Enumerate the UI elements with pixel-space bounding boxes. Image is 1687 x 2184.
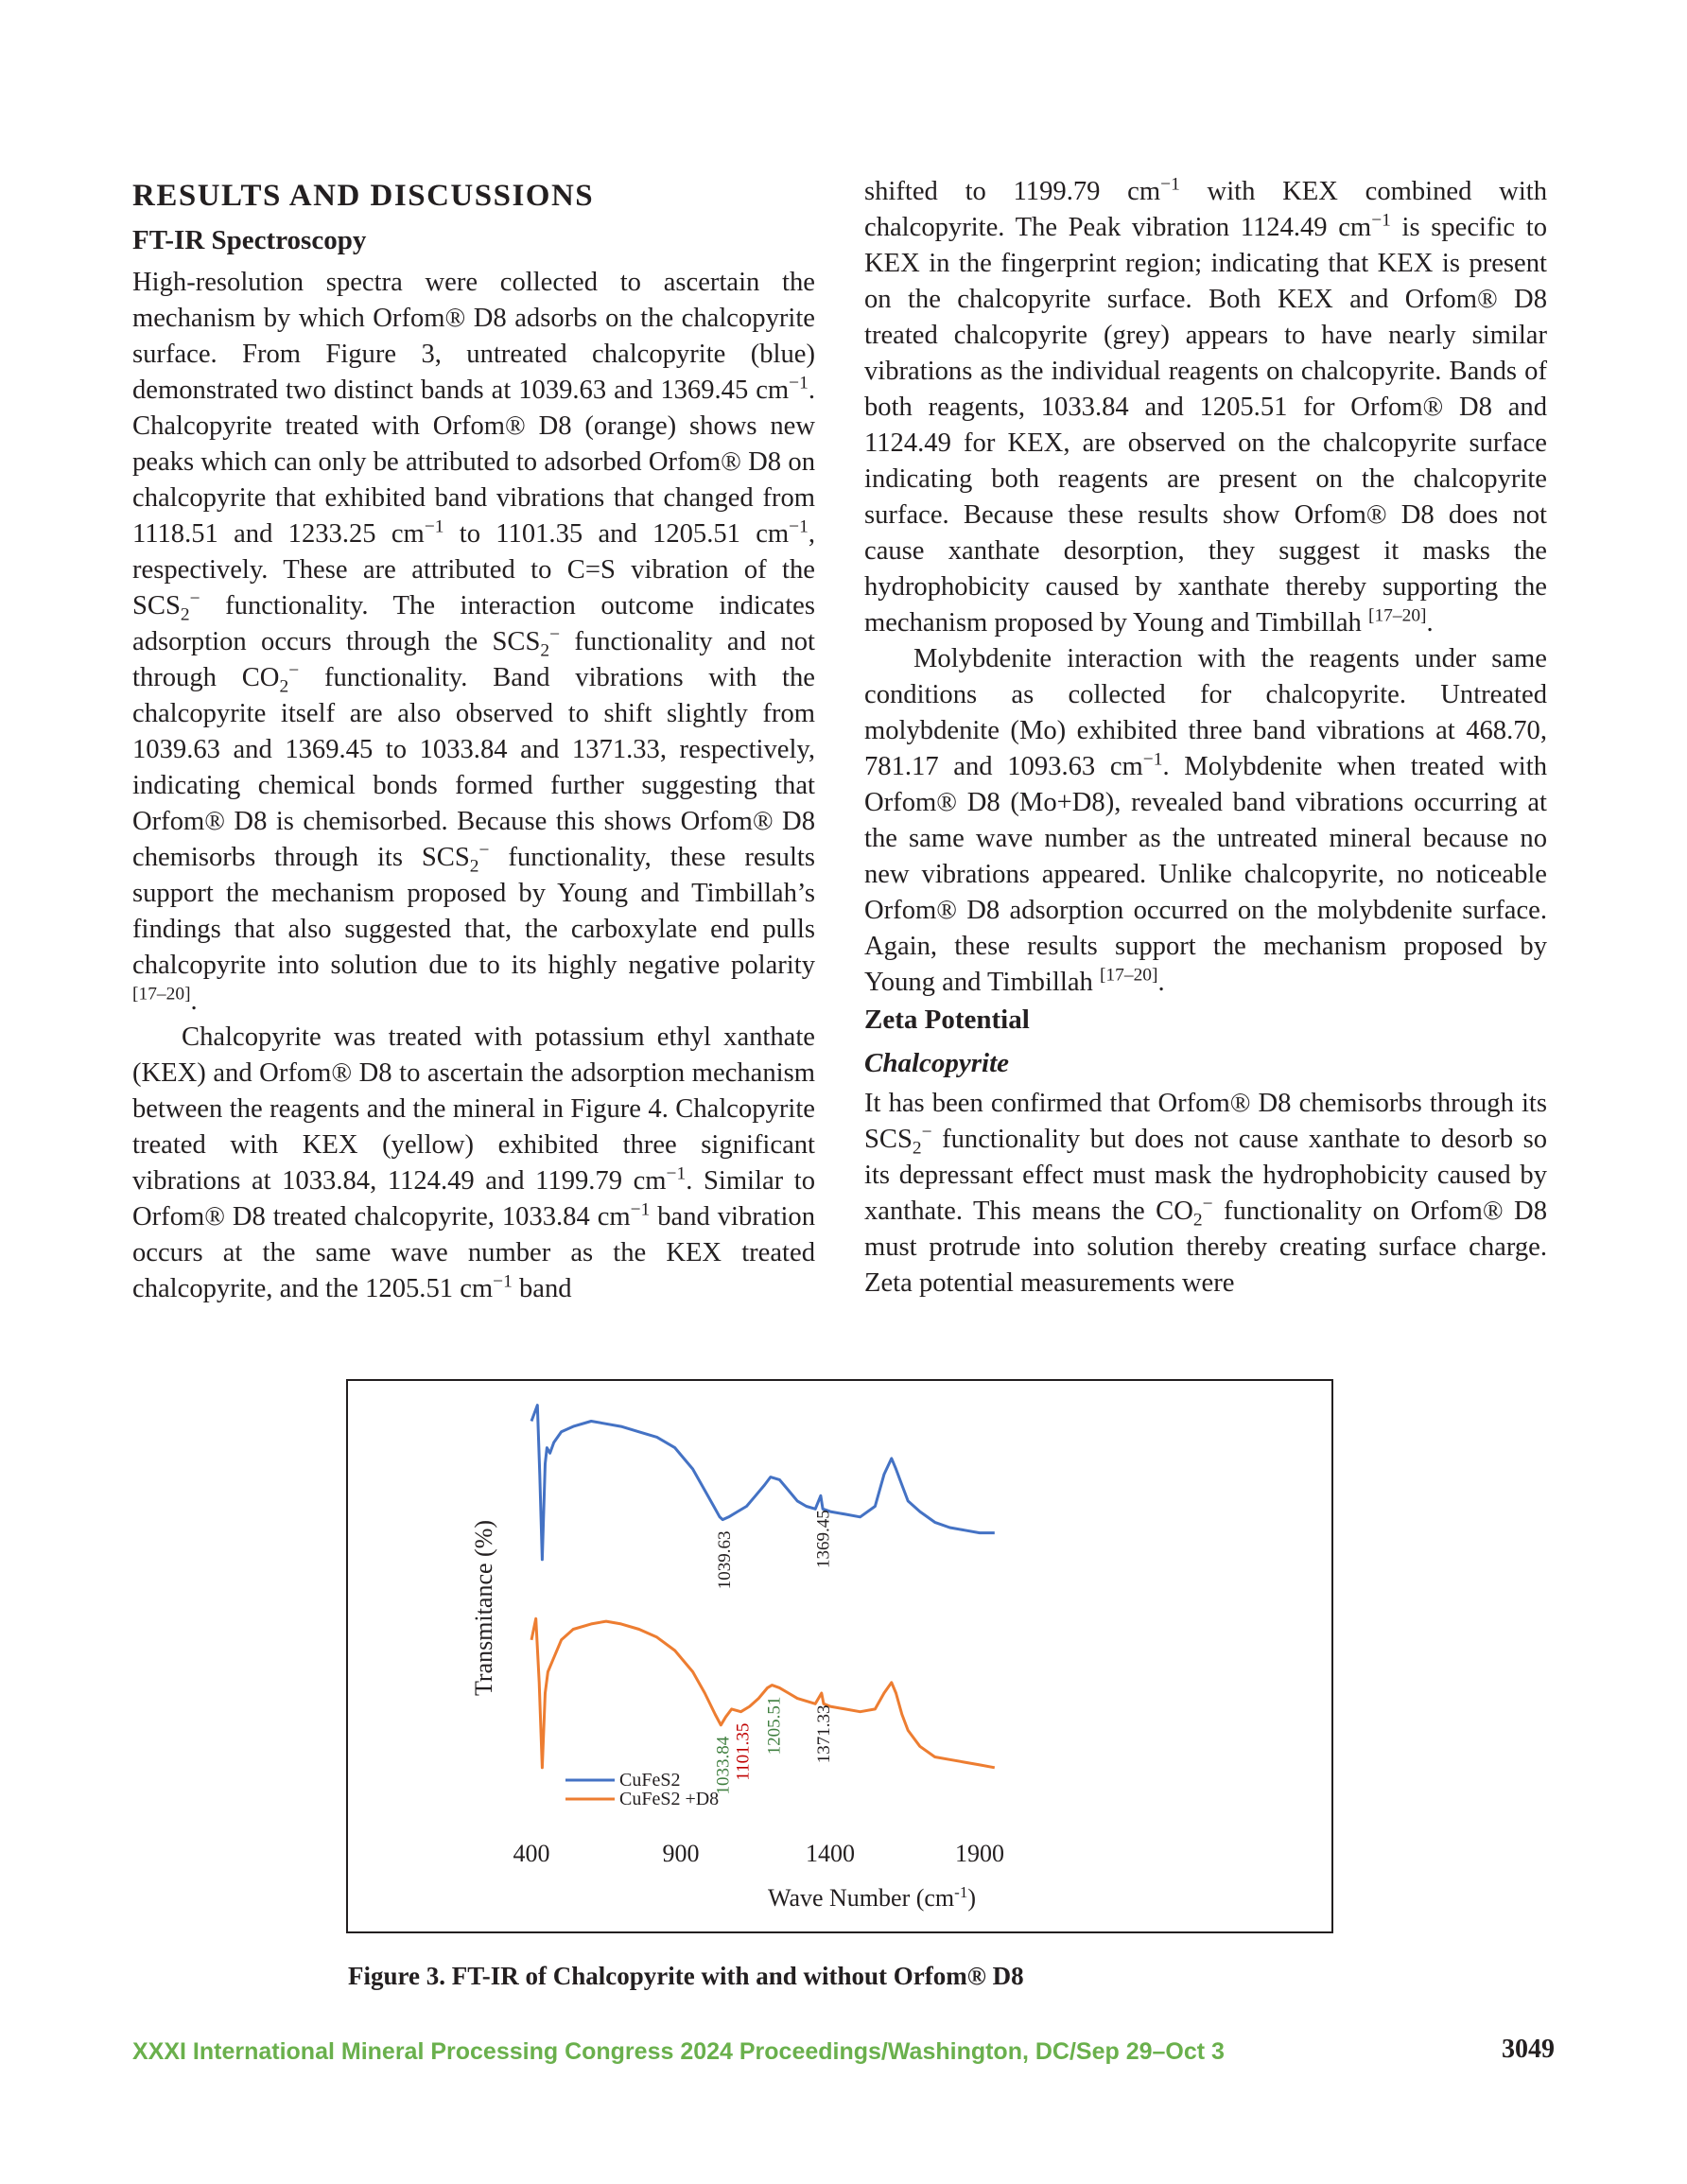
paragraph-ftir-1: High-resolution spectra were collected to ascertain the mechanism by which Orfom® D8 adsorbs on the chalcopyrite surface. From Figure 3, untreated chalcopyrite (blue) demonstrated two distinct bands at 1039.63 and 1369.45 $cm^{-1}$. Chalcopyrite treated with Orfom® D8 (orange) shows new peaks which can only be attributed to adsorbed Orfom® D8 on chalcopyrite that exhibited band vibrations that changed from 1118.51 and 1233.25 $cm^{-1}$ to 1101.35 and 1205.51 $cm^{-1}$, respectively. These are attributed to C=S vibration of the $SCS_2^-$ functionality. The interaction outcome indicates adsorption occurs through the $SCS_2^-$ functionality and not through $CO_2^-$ functionality. Band vibrations with the chalcopyrite itself are also observed to shift slightly from 1039.63 and 1369.45 to 1033.84 and 1371.33, respectively, indicating chemical bonds formed further suggesting that Orfom® D8 is chemisorbed. Because this shows Orfom® D8 chemisorbs through its $SCS_2^-$ functionality, these results support the mechanism proposed by Young and Timbillah’s findings that also suggested that, the carboxylate end pulls chalcopyrite into solution due to its highly negative polarity [17–20]. xyxy=(132,268,816,1016)
right-column xyxy=(864,174,1547,1302)
section-title: RESULTS AND DISCUSSIONS xyxy=(132,179,595,213)
paragraph-ftir-3: shifted to 1199.79 $cm^{-1}$ with KEX combined with chalcopyrite. The Peak vibration 1124.49 $cm^{-1}$ is specific to KEX in the fingerprint region; indicating that KEX is present on the chalcopyrite surface. Both KEX and Orfom® D8 treated chalcopyrite (grey) appears to have nearly similar vibrations as the individual reagents on chalcopyrite. Bands of both reagents, 1033.84 and 1205.51 for Orfom® D8 and 1124.49 for KEX, are observed on the chalcopyrite surface indicating both reagents are present on the chalcopyrite surface. Because these results show Orfom® D8 does not cause xanthate desorption, they suggest it masks the hydrophobicity caused by xanthate thereby supporting the mechanism proposed by Young and Timbillah [17–20]. xyxy=(864,174,1547,638)
legend-label: CuFeS2 +D8 xyxy=(619,1789,720,1809)
y-axis-label: Transmitance (%) xyxy=(470,1519,497,1697)
x-tick-label: 1900 xyxy=(955,1840,1004,1867)
subsection-title-ftir: FT-IR Spectroscopy xyxy=(132,225,367,255)
peak-label: 1205.51 xyxy=(764,1696,785,1756)
footer-conference: XXXI International Mineral Processing Congress 2024 Proceedings/Washington, DC/Sep 29–Oct 3 xyxy=(132,2038,1225,2065)
paragraph-ftir-2: Chalcopyrite was treated with potassium ethyl xanthate (KEX) and Orfom® D8 to ascertain the adsorption mechanism between the reagents and the mineral in Figure 4. Chalcopyrite treated with KEX (yellow) exhibited three significant vibrations at 1033.84, 1124.49 and 1199.79 $cm^{-1}$. Similar to Orfom® D8 treated chalcopyrite, 1033.84 $cm^{-1}$ band vibration occurs at the same wave number as the KEX treated chalcopyrite, and the 1205.51 $cm^{-1}$ band xyxy=(132,1022,815,1303)
page-number: 3049 xyxy=(1502,2035,1555,2064)
ftir-chart xyxy=(348,1381,1331,1931)
paragraph-molybdenite: Molybdenite interaction with the reagents under same conditions as collected for chalcopyrite. Untreated molybdenite (Mo) exhibited three band vibrations at 468.70, 781.17 and 1093.63 $cm^{-1}$. Molybdenite when treated with Orfom® D8 (Mo+D8), revealed band vibrations occurring at the same wave number as the untreated mineral because no new vibrations appeared. Unlike chalcopyrite, no noticeable Orfom® D8 adsorption occurred on the molybdenite surface. Again, these results support the mechanism proposed by Young and Timbillah [17–20]. xyxy=(864,644,1547,997)
peak-label: 1033.84 xyxy=(713,1736,734,1795)
peak-label: 1371.33 xyxy=(813,1704,834,1764)
x-tick-label: 1400 xyxy=(806,1840,855,1867)
series-line-1 xyxy=(531,1618,995,1768)
peak-label: 1039.63 xyxy=(715,1530,736,1590)
figure-caption: Figure 3. FT-IR of Chalcopyrite with and without Orfom® D8 xyxy=(348,1962,1024,1990)
paragraph-zeta: It has been confirmed that Orfom® D8 chemisorbs through its $SCS_2^-$ functionality but does not cause xanthate to desorb so its depressant effect must mask the hydrophobicity caused by xanthate. This means the $CO_2^-$ functionality on Orfom® D8 must protrude into solution thereby creating surface charge. Zeta potential measurements were xyxy=(864,1089,1547,1298)
left-column xyxy=(132,172,815,1307)
subsection-title-zeta: Zeta Potential xyxy=(864,1005,1030,1035)
peak-label: 1101.35 xyxy=(733,1722,754,1781)
x-axis-label: Wave Number $(cm^{-1})$ xyxy=(767,1882,977,1912)
series-line-0 xyxy=(531,1406,995,1560)
peak-label: 1369.45 xyxy=(813,1510,834,1568)
subsubsection-title-chalcopyrite: Chalcopyrite xyxy=(864,1048,1010,1078)
x-tick-label: 900 xyxy=(662,1840,700,1867)
figure-3-frame xyxy=(346,1379,1333,1933)
legend-label: CuFeS2 xyxy=(619,1770,681,1791)
x-tick-label: 400 xyxy=(513,1840,550,1867)
chart-legend xyxy=(565,1770,719,1809)
